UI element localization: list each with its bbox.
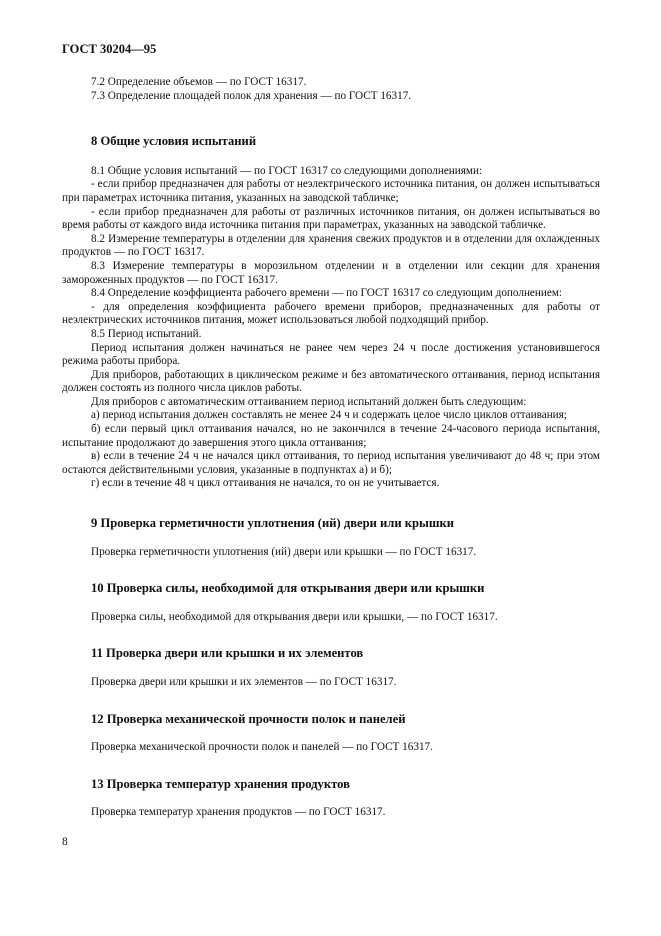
section-10-title: 10 Проверка силы, необходимой для открывания двери или крышки <box>91 581 485 596</box>
section-12-title: 12 Проверка механической прочности полок и панелей <box>91 711 406 726</box>
page-number: 8 <box>62 836 68 848</box>
para-8-5-auto: Для приборов с автоматическим оттаиванием период испытаний должен быть следующим: <box>91 395 527 408</box>
section-13-body: Проверка температур хранения продуктов — по ГОСТ 16317. <box>91 806 386 819</box>
section-11-title: 11 Проверка двери или крышки и их элементов <box>91 646 364 661</box>
para-8-1-b: - если прибор предназначен для работы от различных источников питания, он должен испытываться во время работы от каждого вида источника питания при параметрах, указанных на заводской табличке. <box>62 205 600 232</box>
para-8-4-a: - для определения коэффициента рабочего времени приборов, предназначенных для работы от неэлектрических источников питания, может использоваться любой подходящий прибор. <box>62 300 600 327</box>
para-8-5-d: г) если в течение 48 ч цикл оттаивания не начался, то он не учитывается. <box>91 477 440 490</box>
section-9-body: Проверка герметичности уплотнения (ий) двери или крышки — по ГОСТ 16317. <box>91 545 477 558</box>
para-8-5: 8.5 Период испытаний. <box>91 327 202 340</box>
para-8-5-a: а) период испытания должен составлять не менее 24 ч и содержать целое число циклов оттаивания; <box>91 409 567 422</box>
section-11-body: Проверка двери или крышки и их элементов — по ГОСТ 16317. <box>91 676 397 688</box>
para-8-3: 8.3 Измерение температуры в морозильном отделении и в отделении или секции для хранения замороженных продуктов — по ГОСТ 16317. <box>62 259 600 286</box>
para-8-5-cyclic: Для приборов, работающих в циклическом режиме и без автоматического оттаивания, период испытания должен состоять из полного числа циклов работы. <box>62 368 600 395</box>
para-8-5-period: Период испытания должен начинаться не ранее чем через 24 ч после достижения установившегося режима работы прибора. <box>62 341 600 368</box>
section-12-body: Проверка механической прочности полок и панелей — по ГОСТ 16317. <box>91 741 433 754</box>
section-10-body: Проверка силы, необходимой для открывания двери или крышки, — по ГОСТ 16317. <box>91 610 498 623</box>
section-9-title: 9 Проверка герметичности уплотнения (ий) двери или крышки <box>91 516 454 531</box>
document-content <box>62 76 600 820</box>
document-header: ГОСТ 30204—95 <box>62 42 157 56</box>
section-8-title: 8 Общие условия испытаний <box>91 134 257 149</box>
para-8-2: 8.2 Измерение температуры в отделении для хранения свежих продуктов и в отделении для охлажденных продуктов — по ГОСТ 16317. <box>62 232 600 259</box>
section-13-title: 13 Проверка температур хранения продуктов <box>91 776 350 791</box>
item-7-3: 7.3 Определение площадей полок для хранения — по ГОСТ 16317. <box>91 89 412 102</box>
para-8-4: 8.4 Определение коэффициента рабочего времени — по ГОСТ 16317 со следующим дополнением: <box>91 287 563 300</box>
para-8-5-c: в) если в течение 24 ч не начался цикл оттаивания, то период испытания увеличивают до 48 ч; при этом остаются действительными условия, указанные в подпунктах а) и б); <box>62 450 600 476</box>
para-8-1: 8.1 Общие условия испытаний — по ГОСТ 16317 со следующими дополнениями: <box>91 164 483 177</box>
para-8-1-a: - если прибор предназначен для работы от неэлектрического источника питания, он должен испытываться при параметрах источника питания, указанных на заводской табличке; <box>62 178 600 204</box>
para-8-5-b: б) если первый цикл оттаивания начался, но не закончился в течение 24-часового периода испытания, испытание продолжают до завершения этого цикла оттаивания; <box>62 423 600 449</box>
item-7-2: 7.2 Определение объемов — по ГОСТ 16317. <box>91 76 307 88</box>
